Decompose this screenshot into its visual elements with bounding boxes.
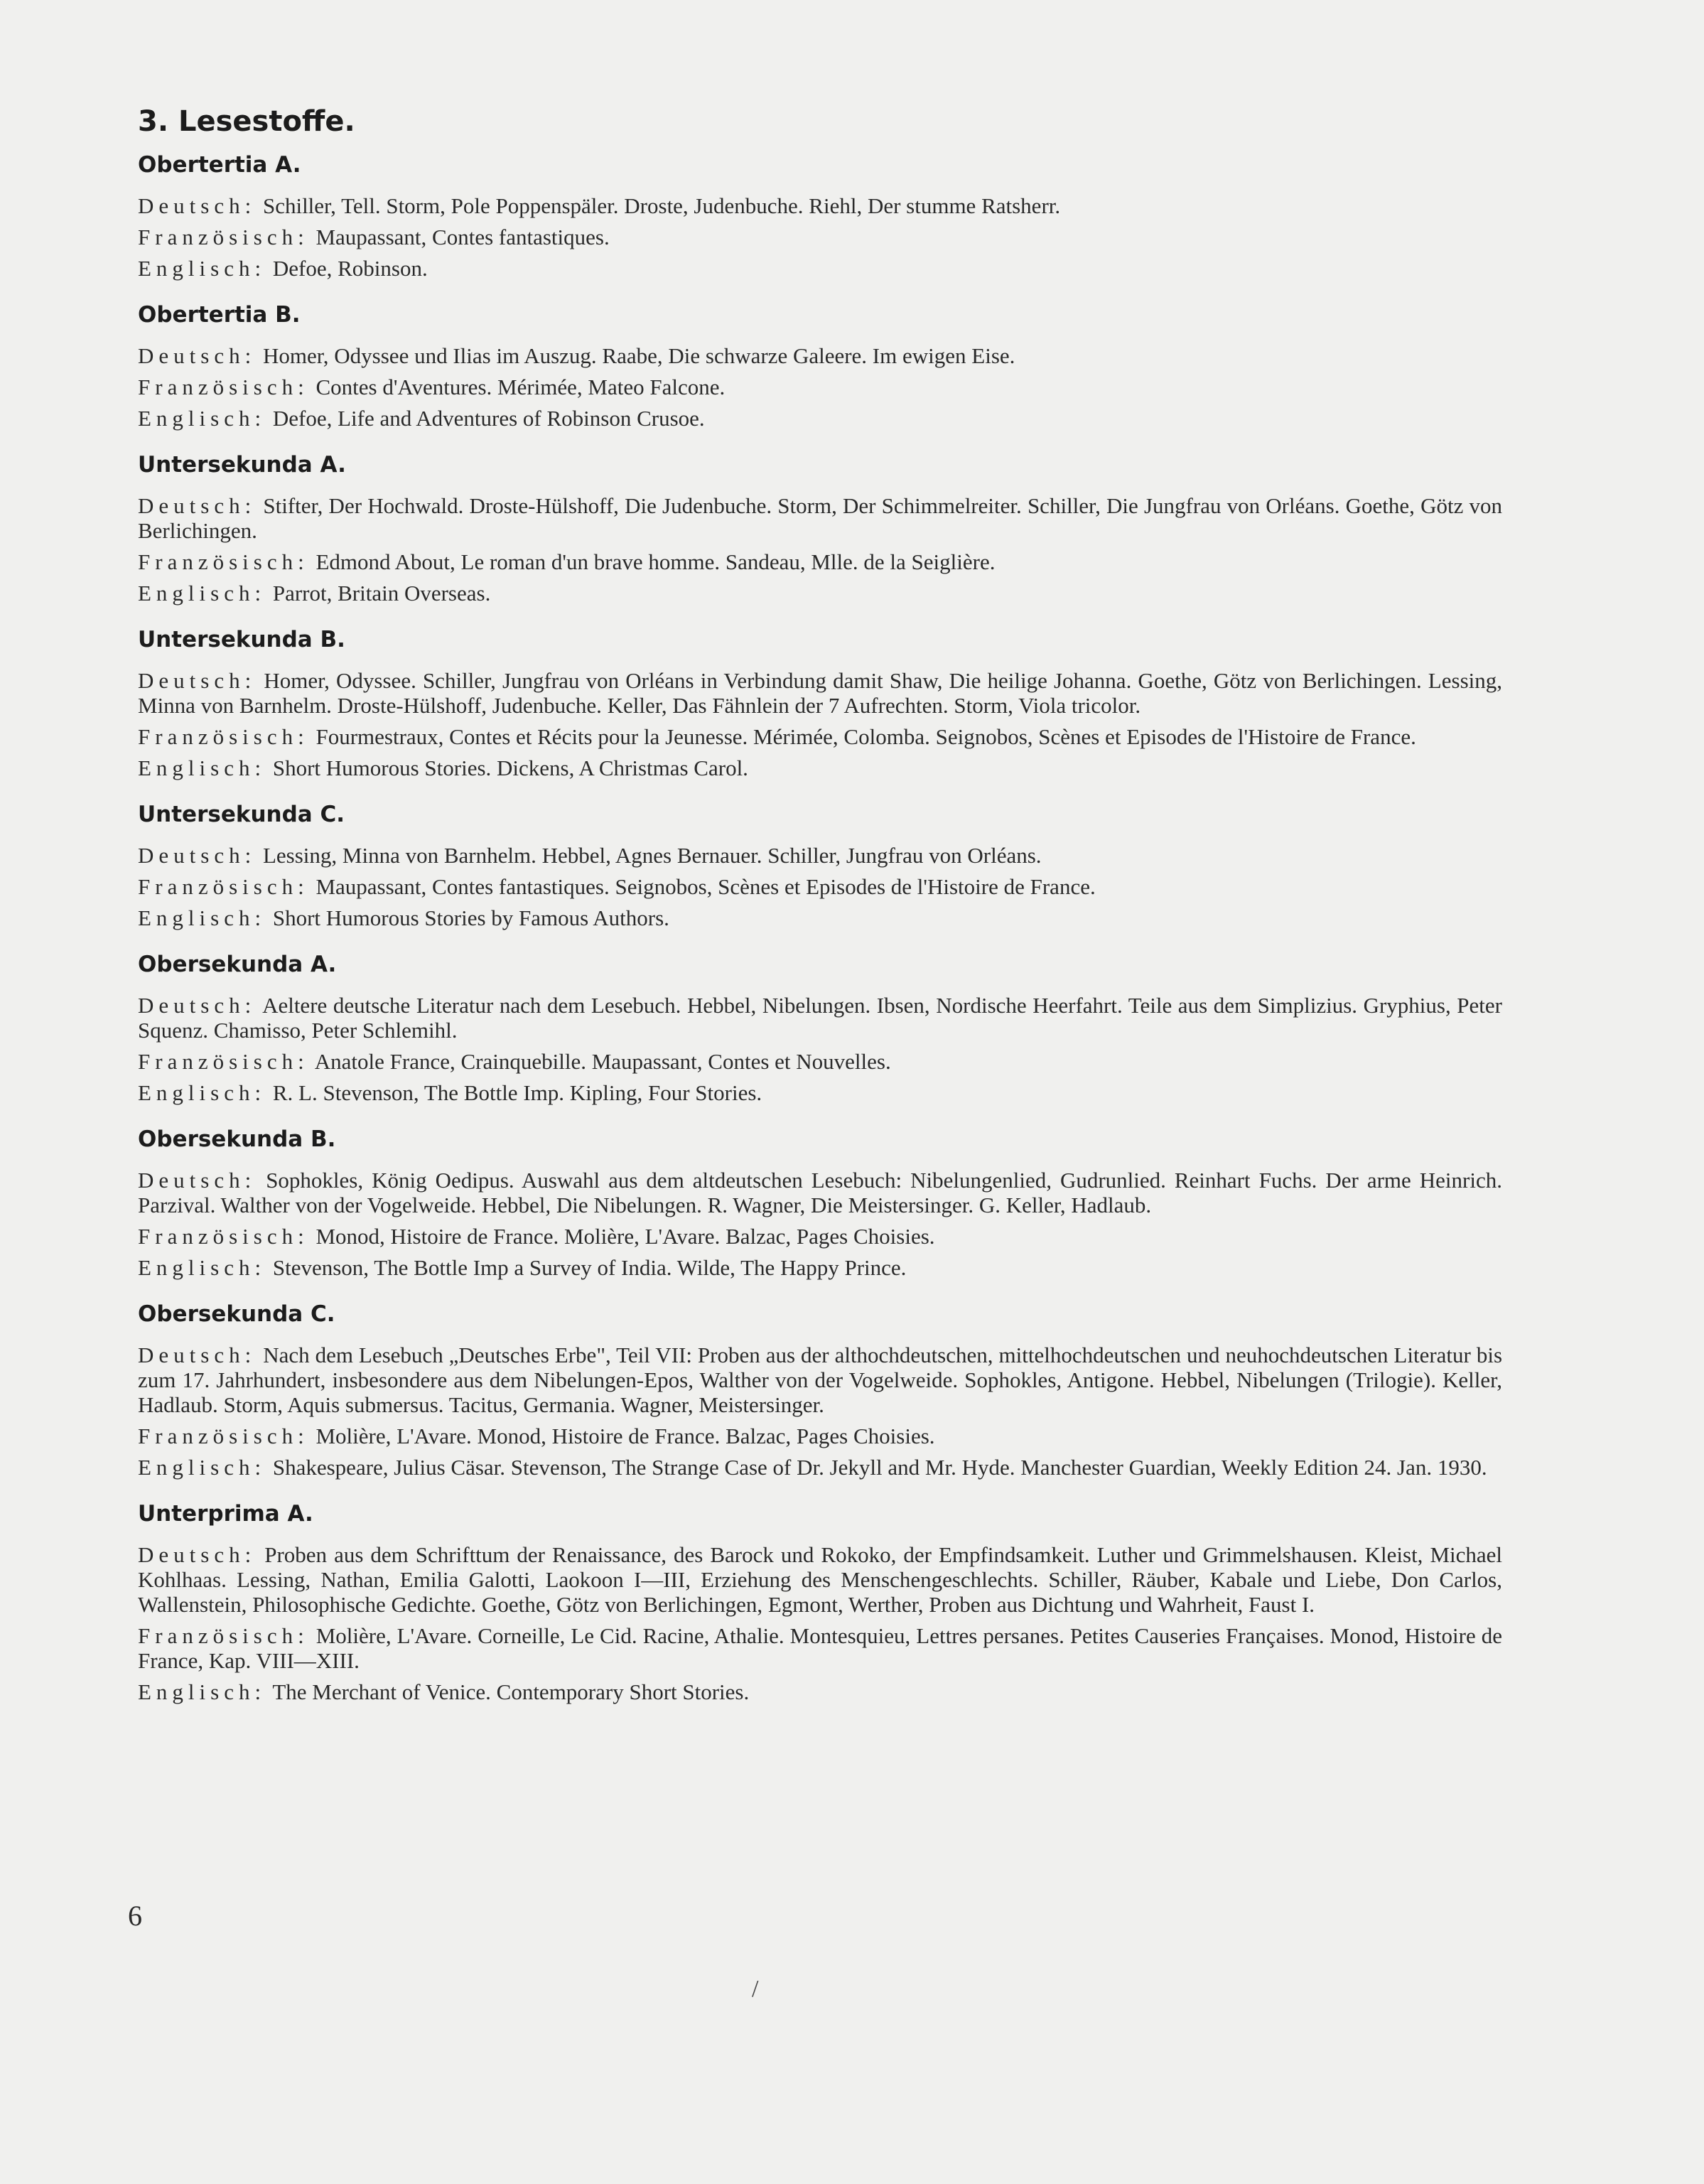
subject-label: Deutsch: bbox=[138, 193, 257, 218]
entry-text: Parrot, Britain Overseas. bbox=[272, 581, 491, 606]
entry-text: Short Humorous Stories by Famous Authors. bbox=[272, 905, 669, 930]
subject-label: Französisch: bbox=[138, 874, 309, 899]
class-section bbox=[131, 952, 1502, 1105]
reading-entry bbox=[138, 256, 1502, 281]
reading-entry bbox=[138, 1255, 1502, 1280]
class-heading: Obertertia B. bbox=[138, 302, 301, 328]
reading-entry bbox=[138, 1542, 1502, 1617]
sections-container bbox=[131, 152, 1502, 1704]
entry-text: Defoe, Robinson. bbox=[272, 256, 428, 281]
reading-entry bbox=[138, 1224, 1502, 1249]
entry-text: Fourmestraux, Contes et Récits pour la Jeunesse. Mérimée, Colomba. Seignobos, Scènes et Episodes de l'Histoire de France. bbox=[316, 724, 1416, 749]
subject-label: Englisch: bbox=[138, 256, 266, 281]
reading-entry bbox=[138, 549, 1502, 574]
entry-text: The Merchant of Venice. Contemporary Short Stories. bbox=[272, 1679, 750, 1704]
subject-label: Englisch: bbox=[138, 1080, 266, 1105]
class-heading: Untersekunda A. bbox=[138, 452, 346, 478]
reading-entry bbox=[138, 724, 1502, 749]
reading-entry bbox=[138, 493, 1502, 543]
footer-mark: / bbox=[752, 1976, 759, 2002]
subject-label: Deutsch: bbox=[138, 668, 257, 693]
entry-text: Nach dem Lesebuch „Deutsches Erbe", Teil VII: Proben aus der althochdeutschen, mittelhochdeutschen und neuhochdeutschen Literatur bis zum 17. Jahrhundert, insbesondere aus dem Nibelungen-Epos, Walther von der Vogelweide. Sophokles, Antigone. Hebbel, Nibelungen (Trilogie). Keller, Hadlaub. Storm, Aquis submersus. Tacitus, Germania. Wagner, Meistersinger. bbox=[138, 1343, 1503, 1417]
subject-label: Französisch: bbox=[138, 1424, 309, 1448]
subject-label: Deutsch: bbox=[138, 343, 257, 368]
entry-text: Stifter, Der Hochwald. Droste-Hülshoff, Die Judenbuche. Storm, Der Schimmelreiter. Schiller, Die Jungfrau von Orléans. Goethe, Götz von Berlichingen. bbox=[138, 493, 1503, 543]
page-number: 6 bbox=[128, 1900, 142, 1932]
class-heading: Unterprima A. bbox=[138, 1501, 313, 1527]
entry-text: Anatole France, Crainquebille. Maupassant, Contes et Nouvelles. bbox=[314, 1049, 891, 1074]
entry-text: Homer, Odyssee. Schiller, Jungfrau von Orléans in Verbindung damit Shaw, Die heilige Johanna. Goethe, Götz von Berlichingen. Lessing, Minna von Barnhelm. Droste-Hülshoff, Judenbuche. Keller, Das Fähnlein der 7 Aufrechten. Storm, Viola tricolor. bbox=[138, 668, 1502, 718]
entry-text: Aeltere deutsche Literatur nach dem Lesebuch. Hebbel, Nibelungen. Ibsen, Nordische Heerfahrt. Teile aus dem Simplizius. Gryphius, Peter Squenz. Chamisso, Peter Schlemihl. bbox=[138, 993, 1502, 1043]
class-section bbox=[131, 452, 1502, 606]
subject-label: Englisch: bbox=[138, 406, 266, 431]
class-section bbox=[131, 1301, 1502, 1480]
subject-label: Englisch: bbox=[138, 1455, 266, 1480]
subject-label: Deutsch: bbox=[138, 993, 257, 1018]
reading-entry bbox=[138, 668, 1502, 718]
entry-text: Monod, Histoire de France. Molière, L'Avare. Balzac, Pages Choisies. bbox=[316, 1224, 935, 1249]
reading-entry bbox=[138, 874, 1502, 899]
subject-label: Französisch: bbox=[138, 375, 309, 399]
reading-entry bbox=[138, 1168, 1502, 1217]
subject-label: Französisch: bbox=[138, 1224, 309, 1249]
subject-label: Französisch: bbox=[138, 1623, 309, 1648]
entry-text: Homer, Odyssee und Ilias im Auszug. Raabe, Die schwarze Galeere. Im ewigen Eise. bbox=[262, 343, 1015, 368]
entry-text: Molière, L'Avare. Monod, Histoire de France. Balzac, Pages Choisies. bbox=[316, 1424, 935, 1448]
reading-entry bbox=[138, 375, 1502, 399]
entry-text: Sophokles, König Oedipus. Auswahl aus dem altdeutschen Lesebuch: Nibelungenlied, Gudrunlied. Reinhart Fuchs. Der arme Heinrich. Parzival. Walther von der Vogelweide. Hebbel, Die Nibelungen. R. Wagner, Die Meistersinger. G. Keller, Hadlaub. bbox=[138, 1168, 1502, 1217]
reading-entry bbox=[138, 1080, 1502, 1105]
reading-entry bbox=[138, 343, 1502, 368]
subject-label: Englisch: bbox=[138, 1679, 266, 1704]
class-heading: Untersekunda B. bbox=[138, 627, 345, 652]
reading-entry bbox=[138, 1049, 1502, 1074]
class-heading: Obersekunda A. bbox=[138, 952, 337, 977]
reading-entry bbox=[138, 755, 1502, 780]
subject-label: Französisch: bbox=[138, 225, 309, 249]
entry-text: Maupassant, Contes fantastiques. bbox=[316, 225, 610, 249]
entry-text: Short Humorous Stories. Dickens, A Christmas Carol. bbox=[272, 755, 748, 780]
reading-entry bbox=[138, 1343, 1502, 1417]
entry-text: Shakespeare, Julius Cäsar. Stevenson, The Strange Case of Dr. Jekyll and Mr. Hyde. Manchester Guardian, Weekly Edition 24. Jan. 1930. bbox=[272, 1455, 1487, 1480]
reading-entry bbox=[138, 1679, 1502, 1704]
page-title: 3. Lesestoffe. bbox=[138, 105, 355, 138]
entry-text: Proben aus dem Schrifttum der Renaissance, des Barock und Rokoko, der Empfindsamkeit. Luther und Grimmelshausen. Kleist, Michael Kohlhaas. Lessing, Nathan, Emilia Galotti, Laokoon I—III, Erziehung des Menschengeschlechts. Schiller, Räuber, Kabale und Liebe, Don Carlos, Wallenstein, Philosophische Gedichte. Goethe, Götz von Berlichingen, Egmont, Werther, Proben aus Dichtung und Wahrheit, Faust I. bbox=[138, 1542, 1503, 1617]
reading-entry bbox=[138, 905, 1502, 930]
subject-label: Französisch: bbox=[138, 549, 309, 574]
subject-label: Deutsch: bbox=[138, 1343, 257, 1367]
class-section bbox=[131, 152, 1502, 281]
subject-label: Französisch: bbox=[138, 1049, 309, 1074]
class-section bbox=[131, 802, 1502, 930]
reading-entry bbox=[138, 581, 1502, 606]
entry-text: Maupassant, Contes fantastiques. Seignobos, Scènes et Episodes de l'Histoire de France. bbox=[316, 874, 1096, 899]
subject-label: Deutsch: bbox=[138, 843, 257, 868]
subject-label: Deutsch: bbox=[138, 493, 257, 518]
entry-text: Edmond About, Le roman d'un brave homme. Sandeau, Mlle. de la Seiglière. bbox=[316, 549, 996, 574]
class-heading: Obertertia A. bbox=[138, 152, 301, 178]
reading-entry bbox=[138, 843, 1502, 868]
reading-entry bbox=[138, 406, 1502, 431]
reading-entry bbox=[138, 193, 1502, 218]
class-section bbox=[131, 1126, 1502, 1280]
class-heading: Obersekunda C. bbox=[138, 1301, 335, 1327]
reading-entry bbox=[138, 1424, 1502, 1448]
subject-label: Englisch: bbox=[138, 581, 266, 606]
entry-text: Stevenson, The Bottle Imp a Survey of India. Wilde, The Happy Prince. bbox=[272, 1255, 907, 1280]
subject-label: Deutsch: bbox=[138, 1168, 257, 1193]
entry-text: Schiller, Tell. Storm, Pole Poppenspäler. Droste, Judenbuche. Riehl, Der stumme Ratsherr. bbox=[262, 193, 1061, 218]
class-section bbox=[131, 627, 1502, 780]
subject-label: Englisch: bbox=[138, 755, 266, 780]
entry-text: R. L. Stevenson, The Bottle Imp. Kipling, Four Stories. bbox=[272, 1080, 762, 1105]
entry-text: Contes d'Aventures. Mérimée, Mateo Falcone. bbox=[316, 375, 726, 399]
class-section bbox=[131, 302, 1502, 431]
class-heading: Obersekunda B. bbox=[138, 1126, 336, 1152]
page-content bbox=[131, 105, 1502, 1726]
subject-label: Englisch: bbox=[138, 1255, 266, 1280]
entry-text: Molière, L'Avare. Corneille, Le Cid. Racine, Athalie. Montesquieu, Lettres persanes. Petites Causeries Françaises. Monod, Histoire de France, Kap. VIII—XIII. bbox=[138, 1623, 1502, 1673]
subject-label: Deutsch: bbox=[138, 1542, 257, 1567]
subject-label: Englisch: bbox=[138, 905, 266, 930]
reading-entry bbox=[138, 993, 1502, 1043]
reading-entry bbox=[138, 1455, 1502, 1480]
class-section bbox=[131, 1501, 1502, 1704]
subject-label: Französisch: bbox=[138, 724, 309, 749]
class-heading: Untersekunda C. bbox=[138, 802, 345, 827]
entry-text: Defoe, Life and Adventures of Robinson Crusoe. bbox=[272, 406, 705, 431]
reading-entry bbox=[138, 1623, 1502, 1673]
reading-entry bbox=[138, 225, 1502, 249]
entry-text: Lessing, Minna von Barnhelm. Hebbel, Agnes Bernauer. Schiller, Jungfrau von Orléans. bbox=[262, 843, 1042, 868]
